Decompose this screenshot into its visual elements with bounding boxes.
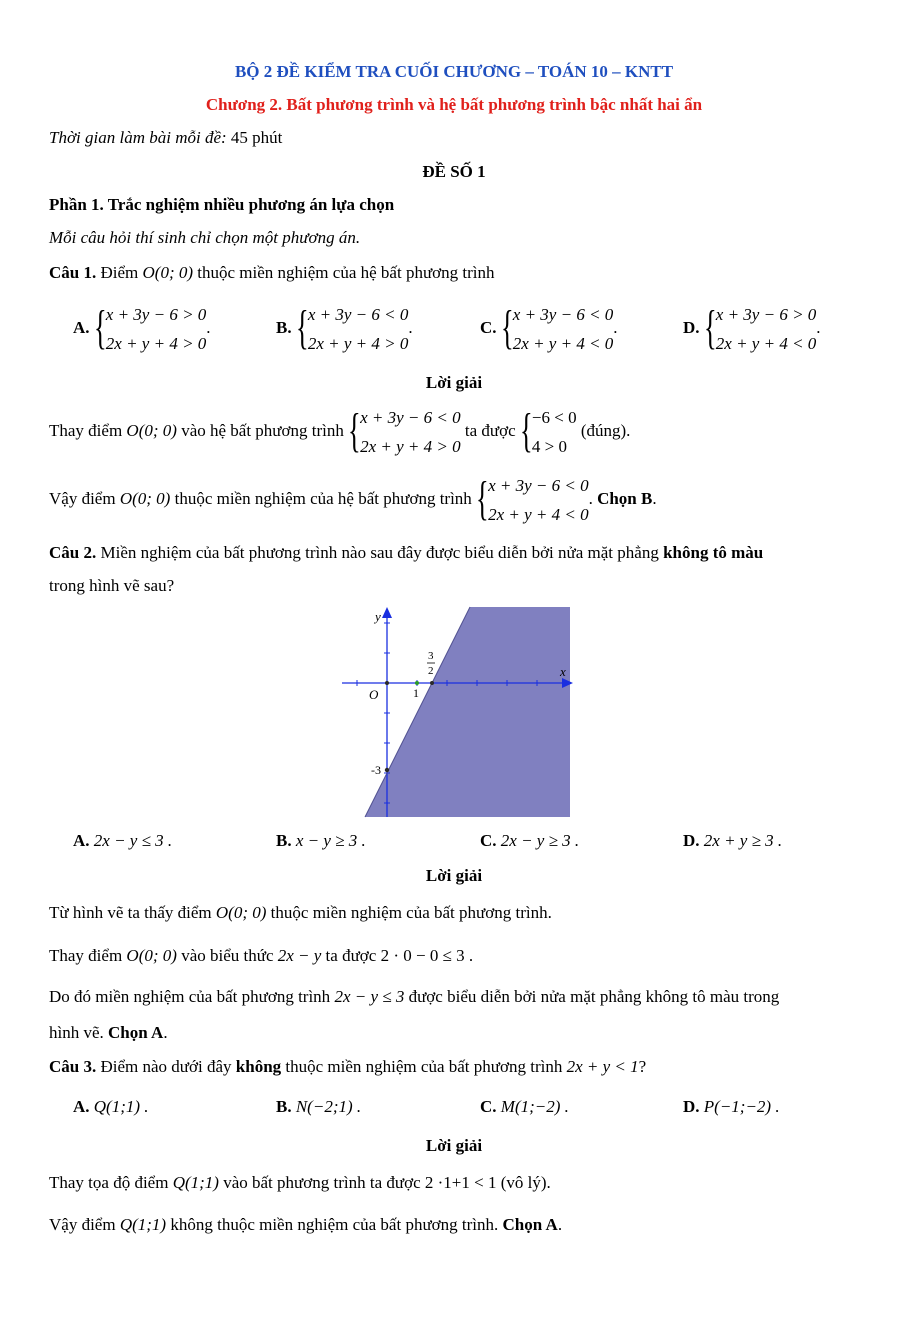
text-bold: không tô màu xyxy=(663,543,764,562)
text: Vậy điểm xyxy=(49,1215,116,1234)
option-label: A. xyxy=(73,1097,90,1116)
text: vào hệ bất phương trình xyxy=(181,420,344,440)
origin-point xyxy=(385,681,389,685)
point: Q(1;1) xyxy=(119,1215,167,1234)
expression: 2x + y < 1 xyxy=(566,1057,639,1076)
tick-label-neg3: -3 xyxy=(371,763,381,777)
system-row: 2x + y + 4 > 0 xyxy=(105,334,207,353)
option-text: M(1;−2) . xyxy=(500,1097,569,1116)
text: . xyxy=(557,1215,563,1234)
system-row: x + 3y − 6 < 0 xyxy=(512,305,614,324)
q1-solution-line1 xyxy=(49,403,630,461)
q2-solution-line4 xyxy=(49,1023,168,1043)
text: được biểu diễn bởi nửa mặt phẳng không tô màu trong xyxy=(408,987,780,1006)
system-row: −6 < 0 xyxy=(531,408,577,427)
option-text: 2x + y ≥ 3 . xyxy=(703,831,783,850)
q2-text-line2: trong hình vẽ sau? xyxy=(49,576,175,595)
option-text: 2x − y ≥ 3 . xyxy=(500,831,580,850)
origin-label: O xyxy=(369,687,379,702)
q1-option-d[interactable]: D. { x + 3y − 6 > 0 2x + y + 4 < 0 . xyxy=(683,300,821,358)
text: thuộc miền nghiệm của bất phương trình xyxy=(285,1057,563,1076)
time-label: Thời gian làm bài mỗi đề: xyxy=(49,128,227,147)
system-row: 2x + y + 4 > 0 xyxy=(360,437,461,456)
option-label: A. xyxy=(73,317,90,337)
text: . xyxy=(588,488,593,508)
exam-title: ĐỀ SỐ 1 xyxy=(422,162,486,181)
q1-option-a[interactable]: A. { x + 3y − 6 > 0 2x + y + 4 > 0 . xyxy=(73,300,211,358)
y-axis-arrow xyxy=(382,607,392,618)
text: Do đó miền nghiệm của bất phương trình xyxy=(49,987,331,1006)
tick-label-1: 1 xyxy=(413,686,419,700)
calculation: 2 ·1+1 < 1 xyxy=(424,1173,497,1192)
time-line xyxy=(49,128,282,148)
point: O(0; 0) xyxy=(215,903,267,922)
q3-label: Câu 3. xyxy=(49,1057,97,1076)
text: (đúng). xyxy=(580,420,631,440)
system-row: 4 > 0 xyxy=(531,437,567,456)
q1-option-c[interactable]: C. { x + 3y − 6 < 0 2x + y + 4 < 0 . xyxy=(480,300,618,358)
text: Từ hình vẽ ta thấy điểm xyxy=(49,903,212,922)
option-label: D. xyxy=(683,317,700,337)
q3-solution-line1 xyxy=(49,1173,551,1193)
text: không thuộc miền nghiệm của bất phương trình. xyxy=(170,1215,499,1234)
option-label: D. xyxy=(683,1097,700,1116)
y-axis-label: y xyxy=(375,609,381,624)
option-label: A. xyxy=(73,831,90,850)
q3-option-b[interactable] xyxy=(276,1097,361,1117)
text: Miền nghiệm của bất phương trình nào sau đây được biểu diễn bởi nửa mặt phẳng xyxy=(100,543,659,562)
text: ta được xyxy=(325,946,377,965)
text: . xyxy=(163,1023,168,1042)
tick-label-frac-den: 2 xyxy=(428,665,434,677)
system-row: 2x + y + 4 < 0 xyxy=(715,334,817,353)
option-label: C. xyxy=(480,1097,497,1116)
point-1 xyxy=(415,681,419,685)
point-three-halves xyxy=(430,681,434,685)
q1-text-a: Điểm xyxy=(100,263,139,282)
q1-option-b[interactable]: B. { x + 3y − 6 < 0 2x + y + 4 > 0 . xyxy=(276,300,413,358)
text: Thay tọa độ điểm xyxy=(49,1173,169,1192)
inequality-system: { x + 3y − 6 < 0 2x + y + 4 < 0 xyxy=(476,471,589,529)
text: Thay điểm xyxy=(49,946,123,965)
system-row: x + 3y − 6 < 0 xyxy=(307,305,409,324)
point: O(0; 0) xyxy=(126,420,177,440)
text: Điểm nào dưới đây xyxy=(100,1057,232,1076)
q3-solution-title: Lời giải xyxy=(425,1136,483,1155)
option-text: P(−1;−2) . xyxy=(703,1097,780,1116)
q2-option-d[interactable] xyxy=(683,831,782,851)
q2-solution-line1 xyxy=(49,903,552,923)
text: Vậy điểm xyxy=(49,488,116,508)
part1-title: Phần 1. Trắc nghiệm nhiều phương án lựa chọn xyxy=(49,195,395,214)
system-row: 2x + y + 4 < 0 xyxy=(488,505,589,524)
shaded-region xyxy=(365,607,570,817)
q1-solution-line2 xyxy=(49,471,657,529)
q2-solution-title: Lời giải xyxy=(425,866,483,885)
q2-solution-line3 xyxy=(49,987,779,1007)
inequality-system: { x + 3y − 6 > 0 2x + y + 4 > 0 xyxy=(94,300,207,358)
text: Thay điểm xyxy=(49,420,123,440)
q1-point: O(0; 0) xyxy=(142,263,194,282)
text: ? xyxy=(638,1057,647,1076)
text: vào biểu thức xyxy=(181,946,274,965)
expression: 2x − y ≤ 3 xyxy=(334,987,405,1006)
text: thuộc miền nghiệm của bất phương trình. xyxy=(270,903,552,922)
option-label: C. xyxy=(480,317,497,337)
answer-choice: Chọn B xyxy=(597,488,653,508)
q3-solution-line2 xyxy=(49,1215,562,1235)
document-title: BỘ 2 ĐỀ KIỂM TRA CUỐI CHƯƠNG – TOÁN 10 – KNTT xyxy=(234,62,674,81)
x-axis-label: x xyxy=(560,664,566,679)
option-label: B. xyxy=(276,1097,292,1116)
system-row: 2x + y + 4 > 0 xyxy=(307,334,409,353)
point: Q(1;1) xyxy=(172,1173,219,1192)
q1-text-b: thuộc miền nghiệm của hệ bất phương trình xyxy=(197,263,495,282)
expression: 2x − y xyxy=(277,946,322,965)
inequality-system: { x + 3y − 6 < 0 2x + y + 4 < 0 xyxy=(501,300,614,358)
text: thuộc miền nghiệm của hệ bất phương trình xyxy=(174,488,472,508)
q2-text-line1 xyxy=(49,543,763,563)
system-row: x + 3y − 6 < 0 xyxy=(488,476,589,495)
inequality-system: { −6 < 0 4 > 0 xyxy=(520,403,577,461)
part1-note: Mỗi câu hỏi thí sinh chỉ chọn một phương án. xyxy=(49,228,361,247)
q3-option-c[interactable] xyxy=(480,1097,569,1117)
q1-text xyxy=(49,263,495,283)
inequality-system: { x + 3y − 6 > 0 2x + y + 4 < 0 xyxy=(704,300,817,358)
q3-text xyxy=(49,1057,646,1077)
q2-label: Câu 2. xyxy=(49,543,97,562)
inequality-system: { x + 3y − 6 < 0 2x + y + 4 > 0 xyxy=(296,300,409,358)
system-row: x + 3y − 6 < 0 xyxy=(360,408,461,427)
q3-option-d[interactable] xyxy=(683,1097,780,1117)
system-row: x + 3y − 6 > 0 xyxy=(715,305,817,324)
q1-label: Câu 1. xyxy=(49,263,97,282)
text-bold: không xyxy=(235,1057,282,1076)
point: O(0; 0) xyxy=(126,946,177,965)
chapter-title: Chương 2. Bất phương trình và hệ bất phương trình bậc nhất hai ẩn xyxy=(205,95,703,114)
q2-option-c[interactable] xyxy=(480,831,579,851)
point: O(0; 0) xyxy=(119,488,171,508)
q2-solution-line2 xyxy=(49,946,473,966)
option-label: D. xyxy=(683,831,700,850)
point-neg3 xyxy=(385,768,389,772)
tick-label-frac-num: 3 xyxy=(428,650,434,662)
option-text: Q(1;1) . xyxy=(93,1097,149,1116)
answer-choice: Chọn A xyxy=(502,1215,558,1234)
option-label: B. xyxy=(276,317,292,337)
q3-option-a[interactable] xyxy=(73,1097,149,1117)
q2-option-a[interactable] xyxy=(73,831,172,851)
text: vào bất phương trình ta được xyxy=(223,1173,421,1192)
inequality-system: { x + 3y − 6 < 0 2x + y + 4 > 0 xyxy=(348,403,461,461)
system-row: x + 3y − 6 > 0 xyxy=(105,305,207,324)
option-text: 2x − y ≤ 3 . xyxy=(93,831,173,850)
option-label: C. xyxy=(480,831,497,850)
system-row: 2x + y + 4 < 0 xyxy=(512,334,614,353)
time-value: 45 phút xyxy=(230,128,283,147)
text: (vô lý). xyxy=(500,1173,551,1192)
calculation: 2 · 0 − 0 ≤ 3 . xyxy=(380,946,474,965)
option-label: B. xyxy=(276,831,292,850)
text: ta được xyxy=(464,420,516,440)
option-text: x − y ≥ 3 . xyxy=(295,831,366,850)
q1-solution-title: Lời giải xyxy=(425,373,483,392)
half-plane-graph xyxy=(342,606,574,818)
text: hình vẽ. xyxy=(49,1023,104,1042)
q2-option-b[interactable] xyxy=(276,831,366,851)
option-text: N(−2;1) . xyxy=(295,1097,362,1116)
answer-choice: Chọn A xyxy=(108,1023,164,1042)
text: . xyxy=(652,488,657,508)
